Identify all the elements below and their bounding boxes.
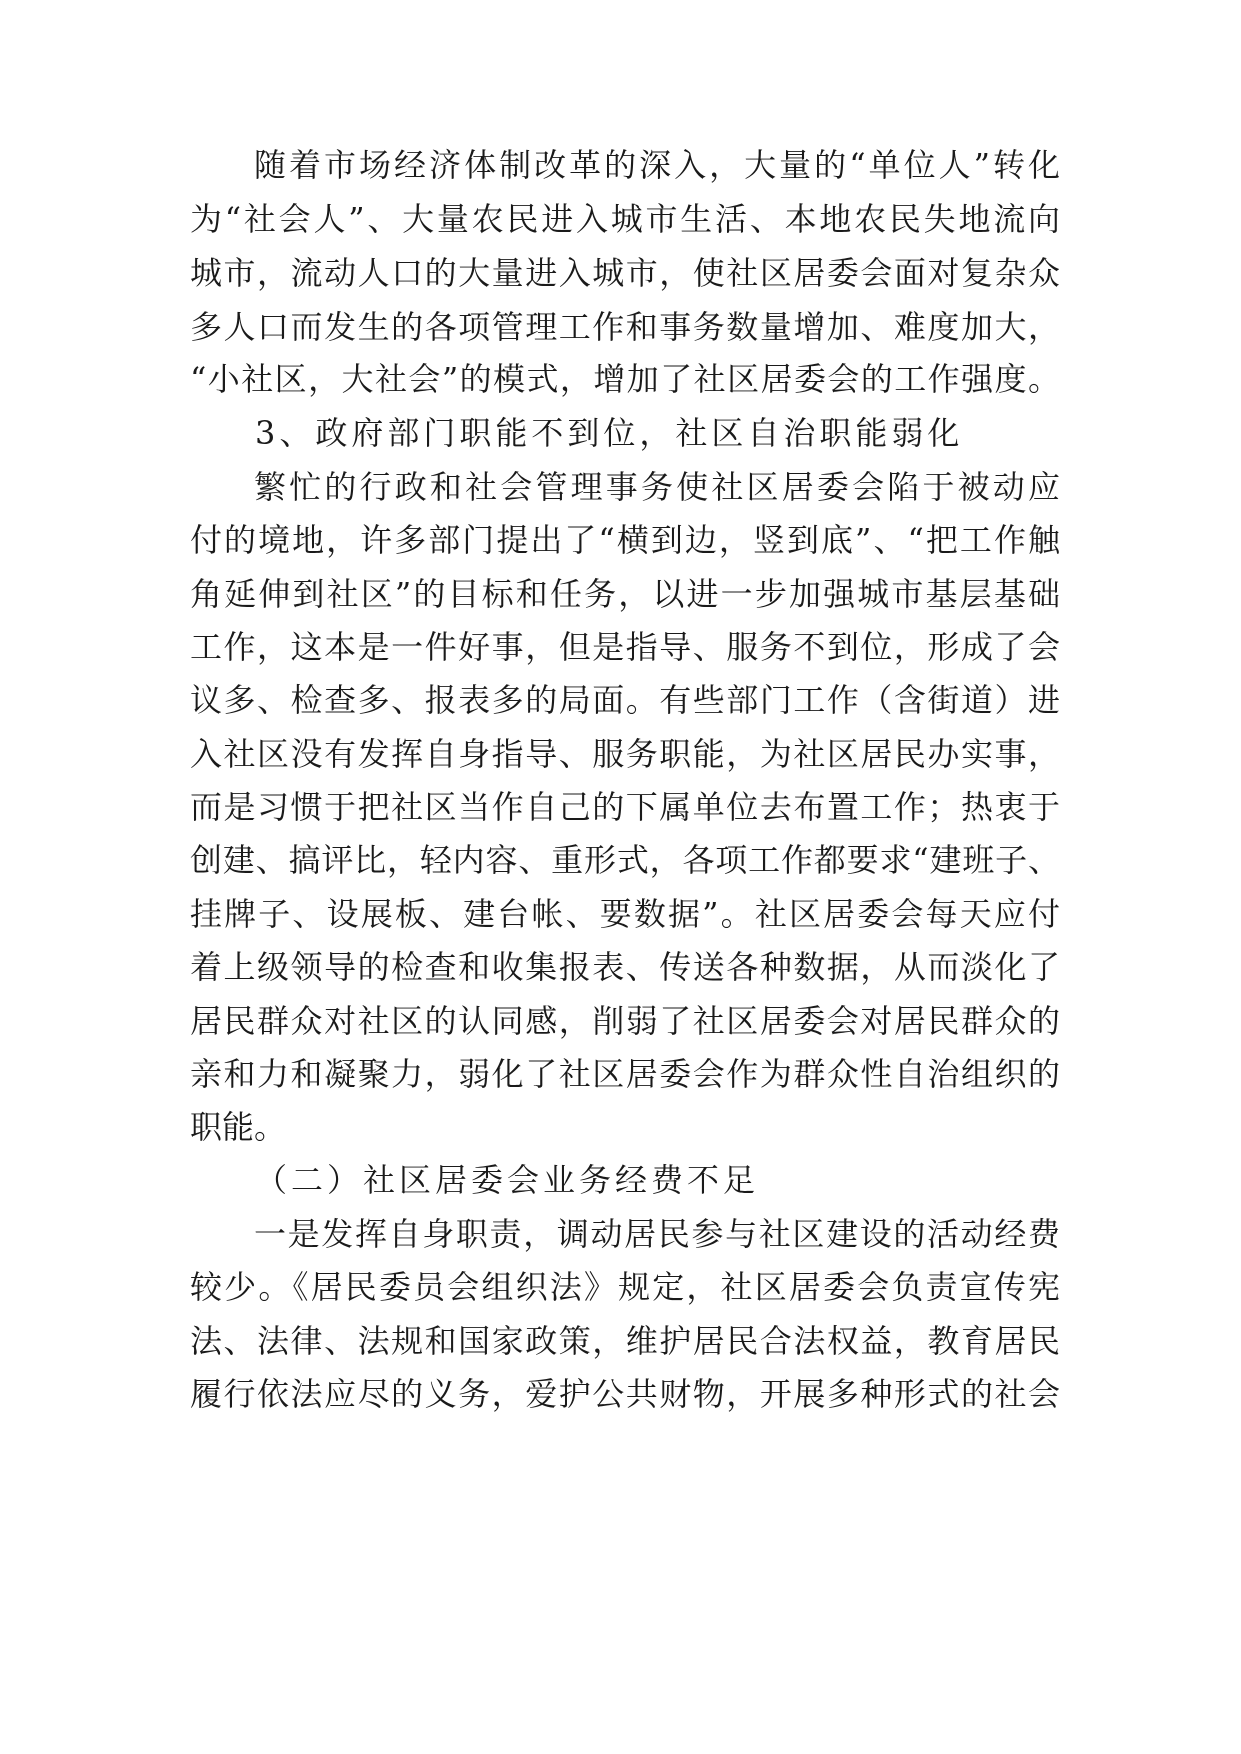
paragraph-line: 工作，这本是一件好事，但是指导、服务不到位，形成了会 [190, 628, 1060, 666]
paragraph-line: “小社区，大社会”的模式，增加了社区居委会的工作强度。 [190, 360, 1060, 398]
paragraph-line: 随着市场经济体制改革的深入，大量的“单位人”转化 [254, 146, 1060, 184]
paragraph-line: 挂牌子、设展板、建台帐、要数据”。社区居委会每天应付 [190, 895, 1060, 933]
paragraph-line: 入社区没有发挥自身指导、服务职能，为社区居民办实事， [190, 735, 1060, 773]
section-heading: 3、政府部门职能不到位，社区自治职能弱化 [255, 414, 964, 452]
paragraph-line: 议多、检查多、报表多的局面。有些部门工作（含街道）进 [190, 681, 1060, 719]
paragraph-line: 创建、搞评比，轻内容、重形式，各项工作都要求“建班子、 [190, 841, 1060, 879]
section-heading: （二）社区居委会业务经费不足 [255, 1161, 760, 1199]
paragraph-line: 一是发挥自身职责，调动居民参与社区建设的活动经费 [254, 1215, 1060, 1253]
paragraph-line: 为“社会人”、大量农民进入城市生活、本地农民失地流向 [190, 200, 1060, 238]
paragraph-line: 着上级领导的检查和收集报表、传送各种数据，从而淡化了 [190, 948, 1060, 986]
paragraph-line: 法、法律、法规和国家政策，维护居民合法权益，教育居民 [190, 1322, 1060, 1360]
paragraph-line: 职能。 [190, 1108, 287, 1146]
paragraph-line: 履行依法应尽的义务，爱护公共财物，开展多种形式的社会 [190, 1375, 1060, 1413]
paragraph-line: 而是习惯于把社区当作自己的下属单位去布置工作；热衷于 [190, 788, 1060, 826]
paragraph-line: 多人口而发生的各项管理工作和事务数量增加、难度加大， [190, 308, 1060, 346]
paragraph-line: 角延伸到社区”的目标和任务，以进一步加强城市基层基础 [190, 575, 1060, 613]
paragraph-line: 繁忙的行政和社会管理事务使社区居委会陷于被动应 [254, 468, 1060, 506]
paragraph-line: 亲和力和凝聚力，弱化了社区居委会作为群众性自治组织的 [190, 1055, 1060, 1093]
paragraph-line: 较少。《居民委员会组织法》规定，社区居委会负责宣传宪 [190, 1268, 1060, 1306]
paragraph-line: 居民群众对社区的认同感，削弱了社区居委会对居民群众的 [190, 1002, 1060, 1040]
paragraph-line: 付的境地，许多部门提出了“横到边，竖到底”、“把工作触 [190, 521, 1060, 559]
paragraph-line: 城市，流动人口的大量进入城市，使社区居委会面对复杂众 [190, 254, 1060, 292]
